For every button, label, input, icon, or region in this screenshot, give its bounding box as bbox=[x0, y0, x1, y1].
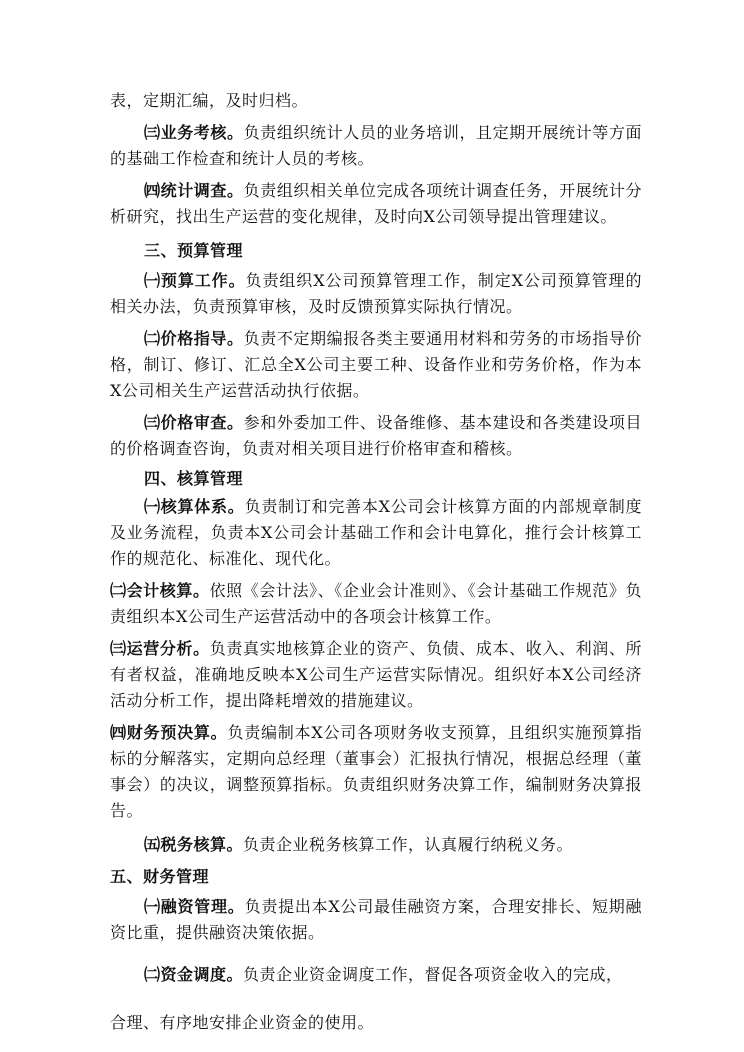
paragraph-text: 负责编制本X公司各项财务收支预算，且组织实施预算指标的分解落实，定期向总经理（董事会）汇报执行情况，根据总经理（董事会）的决议，调整预算指标。负责组织财务决算工作，编制财务决算报告。 bbox=[110, 723, 642, 820]
paragraph-lead: ㈠核算体系。 bbox=[144, 497, 245, 516]
section-heading-budget: 三、预算管理 bbox=[144, 241, 244, 260]
paragraph-text: 负责企业税务核算工作，认真履行纳税义务。 bbox=[243, 835, 574, 854]
paragraph-archive-end bbox=[110, 88, 642, 114]
paragraph-text: 负责制订和完善本X公司会计核算方面的内部规章制度及业务流程，负责本X公司会计基础工作和会计电算化，推行会计核算工作的规范化、标准化、现代化。 bbox=[110, 497, 642, 568]
paragraph-price-guidance bbox=[110, 326, 642, 404]
paragraph-text: 负责提出本X公司最佳融资方案，合理安排长、短期融资比重，提供融资决策依据。 bbox=[110, 897, 642, 942]
paragraph-lead: ㈣财务预决算。 bbox=[110, 723, 228, 742]
paragraph-fund-usage bbox=[110, 1010, 642, 1036]
paragraph-lead: ㈢运营分析。 bbox=[110, 639, 210, 658]
paragraph-text: 负责不定期编报各类主要通用材料和劳务的市场指导价格，制订、修订、汇总全X公司主要工种、设备作业和劳务价格，作为本X公司相关生产运营活动执行依据。 bbox=[110, 329, 642, 400]
paragraph-text: 合理、有序地安排企业资金的使用。 bbox=[110, 1013, 375, 1032]
paragraph-text: 负责组织相关单位完成各项统计调查任务，开展统计分析研究，找出生产运营的变化规律，及时向X公司领导提出管理建议。 bbox=[110, 181, 642, 226]
paragraph-text: 负责企业资金调度工作，督促各项资金收入的完成， bbox=[243, 965, 623, 984]
paragraph-operation-analysis bbox=[110, 636, 642, 714]
paragraph-lead: ㈡资金调度。 bbox=[144, 965, 244, 984]
paragraph-text: 负责真实地核算企业的资产、负债、成本、收入、利润、所有者权益，准确地反映本X公司生产运营实际情况。组织好本X公司经济活动分析工作，提出降耗增效的措施建议。 bbox=[110, 639, 642, 710]
paragraph-tax-accounting bbox=[110, 832, 642, 858]
paragraph-text: 负责组织X公司预算管理工作，制定X公司预算管理的相关办法，负责预算审核，及时反馈预算实际执行情况。 bbox=[110, 271, 642, 316]
paragraph-lead: ㈡会计核算。 bbox=[110, 581, 210, 600]
paragraph-financial-budget bbox=[110, 720, 642, 824]
paragraph-lead: ㈠融资管理。 bbox=[144, 897, 245, 916]
paragraph-price-review bbox=[110, 410, 642, 462]
paragraph-lead: ㈠预算工作。 bbox=[144, 271, 246, 290]
paragraph-text: 表，定期汇编，及时归档。 bbox=[110, 91, 309, 110]
document-page bbox=[110, 88, 642, 1036]
paragraph-business-assessment bbox=[110, 120, 642, 172]
paragraph-lead: ㈤税务核算。 bbox=[144, 835, 244, 854]
paragraph-text: 参和外委加工件、设备维修、基本建设和各类建设项目的价格调查咨询，负责对相关项目进行价格审查和稽核。 bbox=[110, 413, 642, 458]
paragraph-accounting-system bbox=[110, 494, 642, 572]
paragraph-lead: ㈣统计调查。 bbox=[144, 181, 244, 200]
paragraph-lead: ㈡价格指导。 bbox=[144, 329, 244, 348]
paragraph-lead: ㈢价格审查。 bbox=[144, 413, 244, 432]
section-heading-accounting: 四、核算管理 bbox=[144, 469, 244, 488]
section-heading-finance: 五、财务管理 bbox=[110, 867, 210, 886]
paragraph-budget-work bbox=[110, 268, 642, 320]
paragraph-financing bbox=[110, 894, 642, 946]
paragraph-text: 依照《会计法》、《企业会计准则》、《会计基础工作规范》负责组织本X公司生产运营活动中的各项会计核算工作。 bbox=[110, 581, 642, 626]
paragraph-fund-dispatch bbox=[110, 962, 642, 988]
paragraph-accounting bbox=[110, 578, 642, 630]
paragraph-text: 负责组织统计人员的业务培训，且定期开展统计等方面的基础工作检查和统计人员的考核。 bbox=[110, 123, 642, 168]
paragraph-statistical-survey bbox=[110, 178, 642, 230]
paragraph-lead: ㈢业务考核。 bbox=[144, 123, 244, 142]
